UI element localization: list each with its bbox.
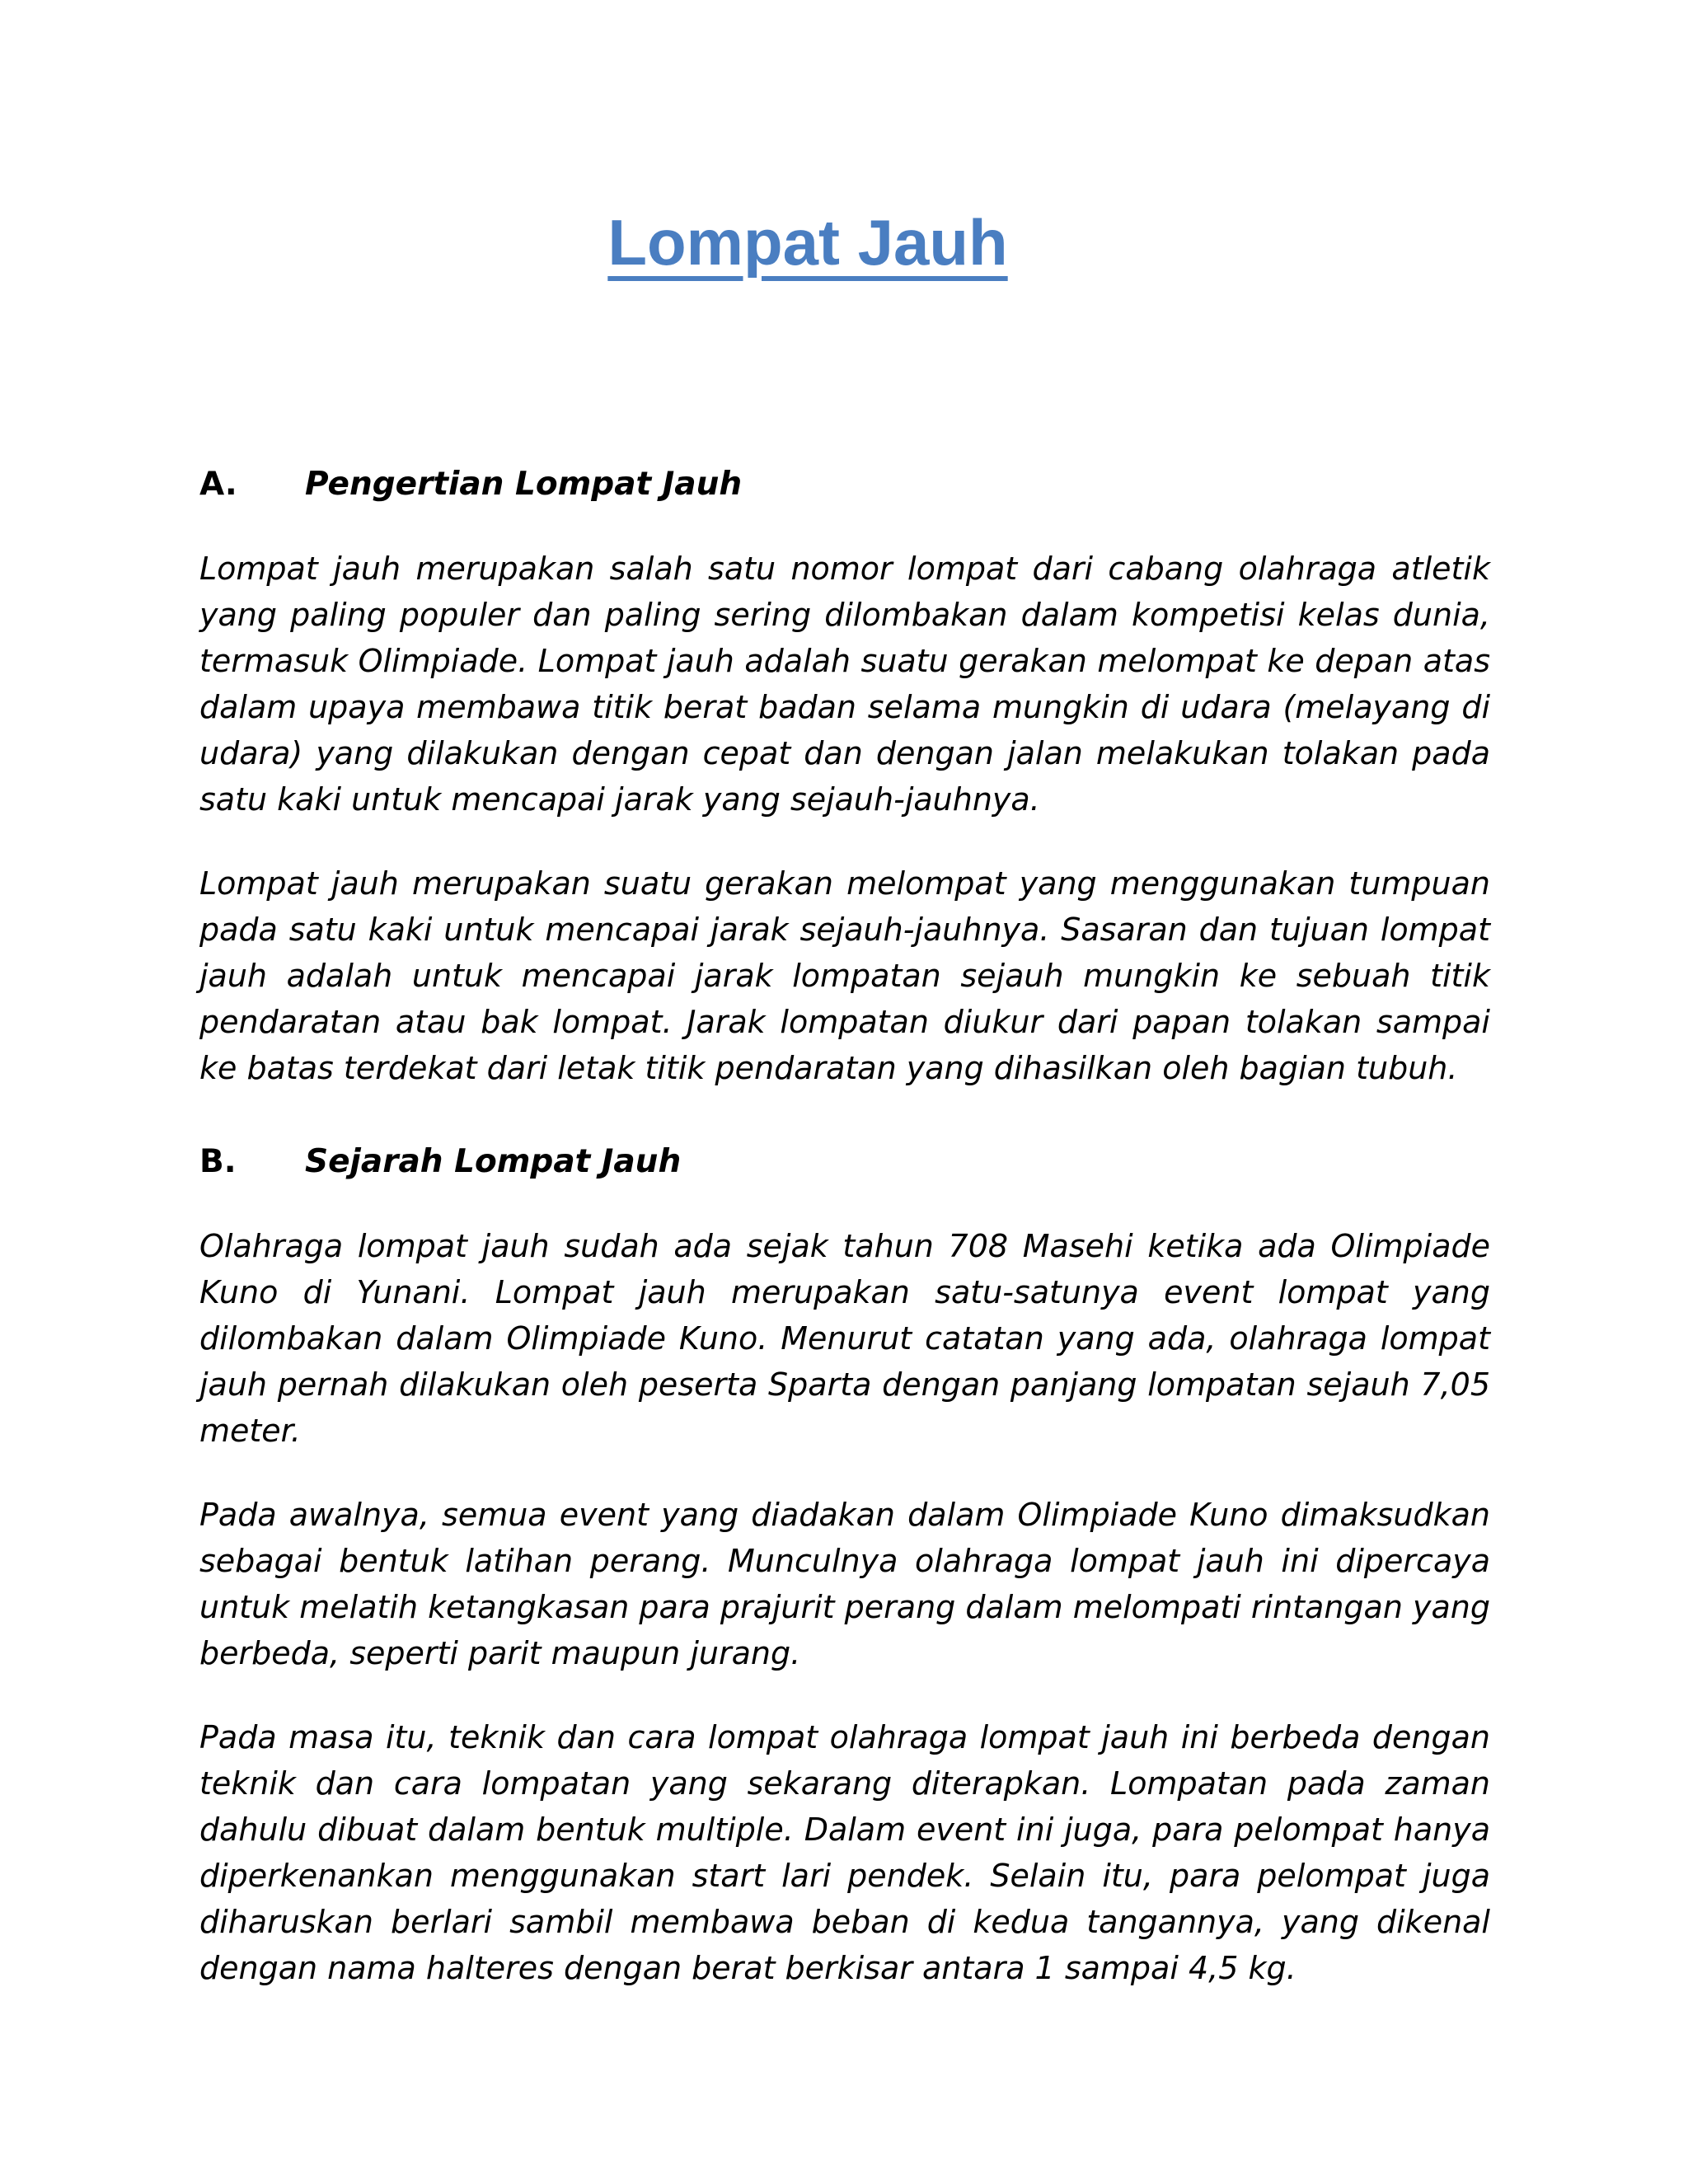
paragraph xyxy=(199,1714,1490,1991)
paragraph: Lompat jauh merupakan suatu gerakan melompat yang menggunakan tumpuan pada satu kaki untuk mencapai jarak sejauh-jauhnya. Sasaran dan tujuan lompat jauh adalah untuk mencapai jarak lompatan sejauh mungkin ke sebuah titik pendaratan atau bak lompat. Jarak lompatan diukur dari papan tolakan sampai ke batas terdekat dari letak titik pendaratan yang dihasilkan oleh bagian tubuh. xyxy=(199,865,1490,1086)
paragraph: Olahraga lompat jauh sudah ada sejak tahun 708 Masehi ketika ada Olimpiade Kuno di Yunani. Lompat jauh merupakan satu-satunya event lompat yang dilombakan dalam Olimpiade Kuno. Menurut catatan yang ada, olahraga lompat jauh pernah dilakukan oleh peserta Sparta dengan panjang lompatan sejauh 7,05 meter. xyxy=(199,1228,1490,1449)
section-title: Pengertian Lompat Jauh xyxy=(305,466,743,503)
section-title: Sejarah Lompat Jauh xyxy=(305,1143,682,1180)
emphasized-term: halteres xyxy=(425,1950,554,1986)
paragraph-text: Pada masa itu, teknik dan cara lompat olahraga lompat jauh ini berbeda dengan teknik dan cara lompatan yang sekarang diterapkan. Lompatan pada zaman dahulu dibuat dalam bentuk multiple. Dalam event ini juga, para pelompat hanya diperkenankan menggunakan start lari pendek. Selain itu, para pelompat juga diharuskan berlari sambil membawa beban di kedua tangannya, yang dikenal dengan nama xyxy=(199,1719,1490,1986)
paragraph: Pada awalnya, semua event yang diadakan dalam Olimpiade Kuno dimaksudkan sebagai bentuk latihan perang. Munculnya olahraga lompat jauh ini dipercaya untuk melatih ketangkasan para prajurit perang dalam melompati rintangan yang berbeda, seperti parit maupun jurang. xyxy=(199,1497,1490,1671)
section-number: A. xyxy=(199,466,237,503)
paragraph: Lompat jauh merupakan salah satu nomor lompat dari cabang olahraga atletik yang paling populer dan paling sering dilombakan dalam kompetisi kelas dunia, termasuk Olimpiade. Lompat jauh adalah suatu gerakan melompat ke depan atas dalam upaya membawa titik berat badan selama mungkin di udara (melayang di udara) yang dilakukan dengan cepat dan dengan jalan melakukan tolakan pada satu kaki untuk mencapai jarak yang sejauh-jauhnya. xyxy=(199,551,1490,818)
document-title: Lompat Jauh xyxy=(607,206,1008,279)
paragraph-text: dengan berat berkisar antara 1 sampai 4,5 kg. xyxy=(553,1950,1296,1986)
section-number: B. xyxy=(199,1143,237,1180)
section-heading-a xyxy=(199,462,1490,508)
section-heading-b xyxy=(199,1139,1490,1185)
document-body xyxy=(199,462,1490,1991)
